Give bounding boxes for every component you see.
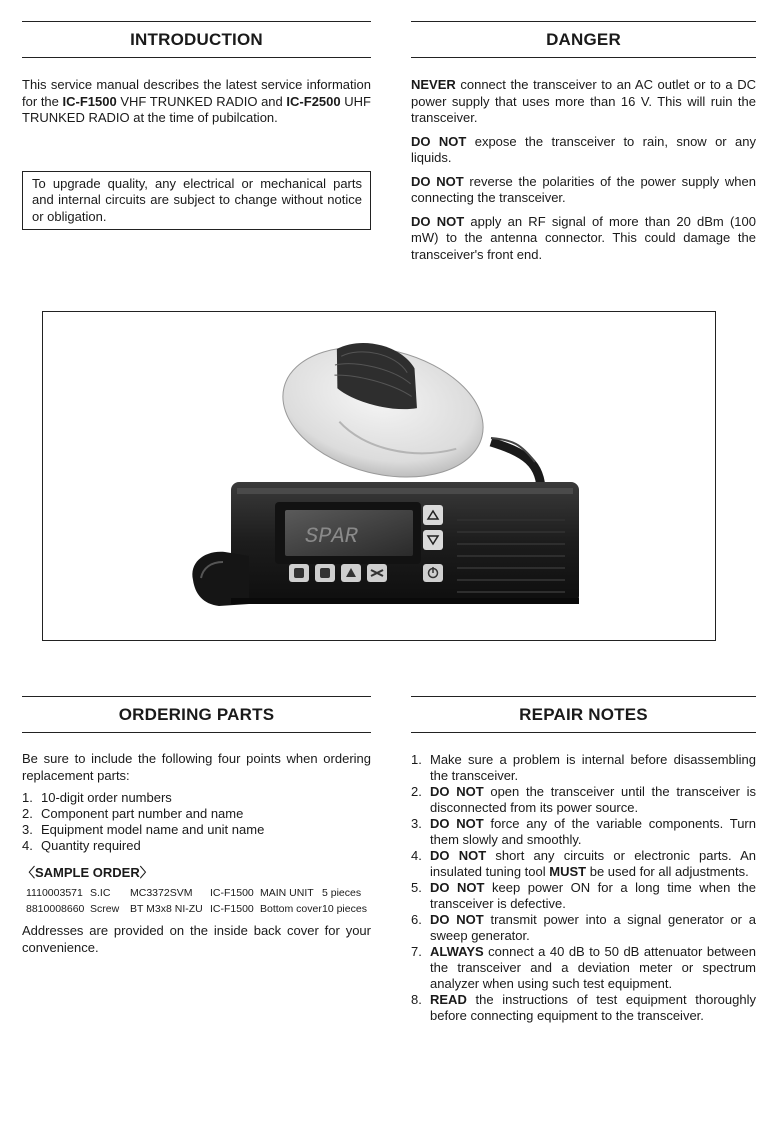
danger-item-lead: DO NOT xyxy=(411,133,467,149)
table-row xyxy=(26,901,371,917)
list-lead: DO NOT xyxy=(430,784,484,799)
table-cell: IC-F1500 xyxy=(210,887,254,899)
danger-item xyxy=(411,174,756,207)
list-number: 5. xyxy=(411,880,422,895)
table-cell: MC3372SVM xyxy=(130,887,193,899)
list-number: 1. xyxy=(411,752,422,767)
list-text xyxy=(430,848,756,880)
danger-item xyxy=(411,214,756,264)
danger-item-text: expose the transceiver to rain, snow or any liquids. xyxy=(411,133,756,165)
danger-item-text: connect the transceiver to an AC outlet or to a DC power supply that uses more than 16 V. This will ruin the transceiver. xyxy=(411,77,756,125)
list-item xyxy=(22,822,371,838)
table-cell: 10 pieces xyxy=(322,903,367,915)
up-key xyxy=(423,505,443,525)
transceiver-photo-frame xyxy=(42,311,716,641)
list-number: 8. xyxy=(411,992,422,1007)
microphone xyxy=(269,325,497,497)
danger-item xyxy=(411,77,756,127)
danger-item-lead: NEVER xyxy=(411,77,456,92)
list-body: Make sure a problem is internal before disassembling the transceiver. xyxy=(430,752,756,783)
list-number: 4. xyxy=(22,838,33,853)
list-lead: DO NOT xyxy=(430,816,484,831)
sample-order-heading: 〈SAMPLE ORDER〉 xyxy=(22,865,153,880)
list-body: open the transceiver until the transceiver is disconnected from its power source. xyxy=(430,784,756,815)
down-key xyxy=(423,530,443,550)
list-emphasis: MUST xyxy=(549,864,587,879)
danger-heading: DANGER xyxy=(411,21,756,58)
table-cell: 1110003571 xyxy=(26,887,83,899)
danger-item xyxy=(411,134,756,167)
list-number: 3. xyxy=(411,816,422,831)
table-cell: IC-F1500 xyxy=(210,903,254,915)
list-number: 2. xyxy=(22,806,33,821)
danger-item-text: apply an RF signal of more than 20 dBm (100 mW) to the antenna connector. This could damage the transceiver's front end. xyxy=(411,213,756,262)
list-item xyxy=(411,752,756,784)
list-lead: DO NOT xyxy=(430,912,484,927)
list-body: force any of the variable components. Turn them slowly and smoothly. xyxy=(430,816,756,847)
list-item xyxy=(22,806,371,822)
danger-item-lead: DO NOT xyxy=(411,173,464,189)
list-text xyxy=(430,944,756,992)
intro-model-1: IC-F1500 xyxy=(62,93,117,109)
introduction-paragraph xyxy=(22,77,371,127)
table-row xyxy=(26,885,371,901)
list-body: transmit power into a signal generator or a sweep generator. xyxy=(430,912,756,943)
list-item xyxy=(411,944,756,992)
ordering-parts-section xyxy=(22,696,371,956)
list-body-tail: be used for all adjustments. xyxy=(586,864,749,879)
ordering-outro: Addresses are provided on the inside back cover for your convenience. xyxy=(22,923,371,955)
list-lead: DO NOT xyxy=(430,848,487,863)
list-number: 1. xyxy=(22,790,33,805)
repair-notes-section xyxy=(411,696,756,1024)
list-text xyxy=(430,880,756,912)
danger-section xyxy=(411,21,756,263)
table-cell: Bottom cover xyxy=(260,903,322,915)
lcd-display-text: SPAR xyxy=(305,524,358,549)
intro-model-2: IC-F2500 xyxy=(286,93,341,109)
list-lead: ALWAYS xyxy=(430,944,484,959)
list-text xyxy=(430,784,756,816)
list-text xyxy=(430,752,756,784)
table-cell: 8810008660 xyxy=(26,903,85,915)
table-cell: BT M3x8 NI-ZU xyxy=(130,903,203,915)
intro-text-1: This service manual describes the latest service information for the xyxy=(22,77,371,109)
list-item xyxy=(411,784,756,816)
table-cell: Screw xyxy=(90,903,120,915)
list-number: 3. xyxy=(22,822,33,837)
list-number: 7. xyxy=(411,944,422,959)
intro-text-3: UHF TRUNKED RADIO at the time of pubilcation. xyxy=(22,93,371,125)
list-item xyxy=(411,848,756,880)
list-text xyxy=(430,816,756,848)
list-item xyxy=(411,816,756,848)
list-text: 10-digit order numbers xyxy=(41,790,172,805)
list-number: 4. xyxy=(411,848,422,863)
table-cell: 5 pieces xyxy=(322,887,362,899)
transceiver-photo xyxy=(43,312,715,640)
list-text: Component part number and name xyxy=(41,806,244,821)
danger-item-text: reverse the polarities of the power supply when connecting the transceiver. xyxy=(411,173,756,205)
list-body: connect a 40 dB to 50 dB attenuator between the transceiver and a deviation meter or spectrum analyzer when using such test equipment. xyxy=(430,944,756,991)
ordering-parts-heading: ORDERING PARTS xyxy=(22,696,371,733)
list-number: 6. xyxy=(411,912,422,927)
list-text xyxy=(430,912,756,944)
intro-text-2: VHF TRUNKED RADIO and xyxy=(116,93,287,109)
ordering-intro: Be sure to include the following four points when ordering replacement parts: xyxy=(22,751,371,783)
repair-notes-list xyxy=(411,752,756,1024)
list-text: Equipment model name and unit name xyxy=(41,822,265,837)
list-item xyxy=(22,838,371,854)
danger-item-lead: DO NOT xyxy=(411,213,465,229)
repair-notes-heading: REPAIR NOTES xyxy=(411,696,756,733)
list-body: the instructions of test equipment thoroughly before connecting equipment to the transceiver. xyxy=(430,992,756,1023)
list-item xyxy=(22,790,371,806)
change-notice-box: To upgrade quality, any electrical or mechanical parts and internal circuits are subject to change without notice or obligation. xyxy=(22,171,371,231)
introduction-section xyxy=(22,21,371,230)
table-cell: S.IC xyxy=(90,887,111,899)
list-body: short any circuits or electronic parts. An insulated tuning tool xyxy=(430,848,756,879)
list-lead: DO NOT xyxy=(430,880,485,895)
list-text xyxy=(430,992,756,1024)
list-item xyxy=(411,880,756,912)
list-item xyxy=(411,912,756,944)
list-body: keep power ON for a long time when the transceiver is defective. xyxy=(430,880,756,911)
table-cell: MAIN UNIT xyxy=(260,887,314,899)
ordering-points-list xyxy=(22,790,371,854)
list-lead: READ xyxy=(430,992,467,1007)
radio-knob xyxy=(192,552,249,606)
list-text: Quantity required xyxy=(41,838,141,853)
introduction-heading: INTRODUCTION xyxy=(22,21,371,58)
sample-order-table xyxy=(22,885,371,917)
list-number: 2. xyxy=(411,784,422,799)
list-item xyxy=(411,992,756,1024)
